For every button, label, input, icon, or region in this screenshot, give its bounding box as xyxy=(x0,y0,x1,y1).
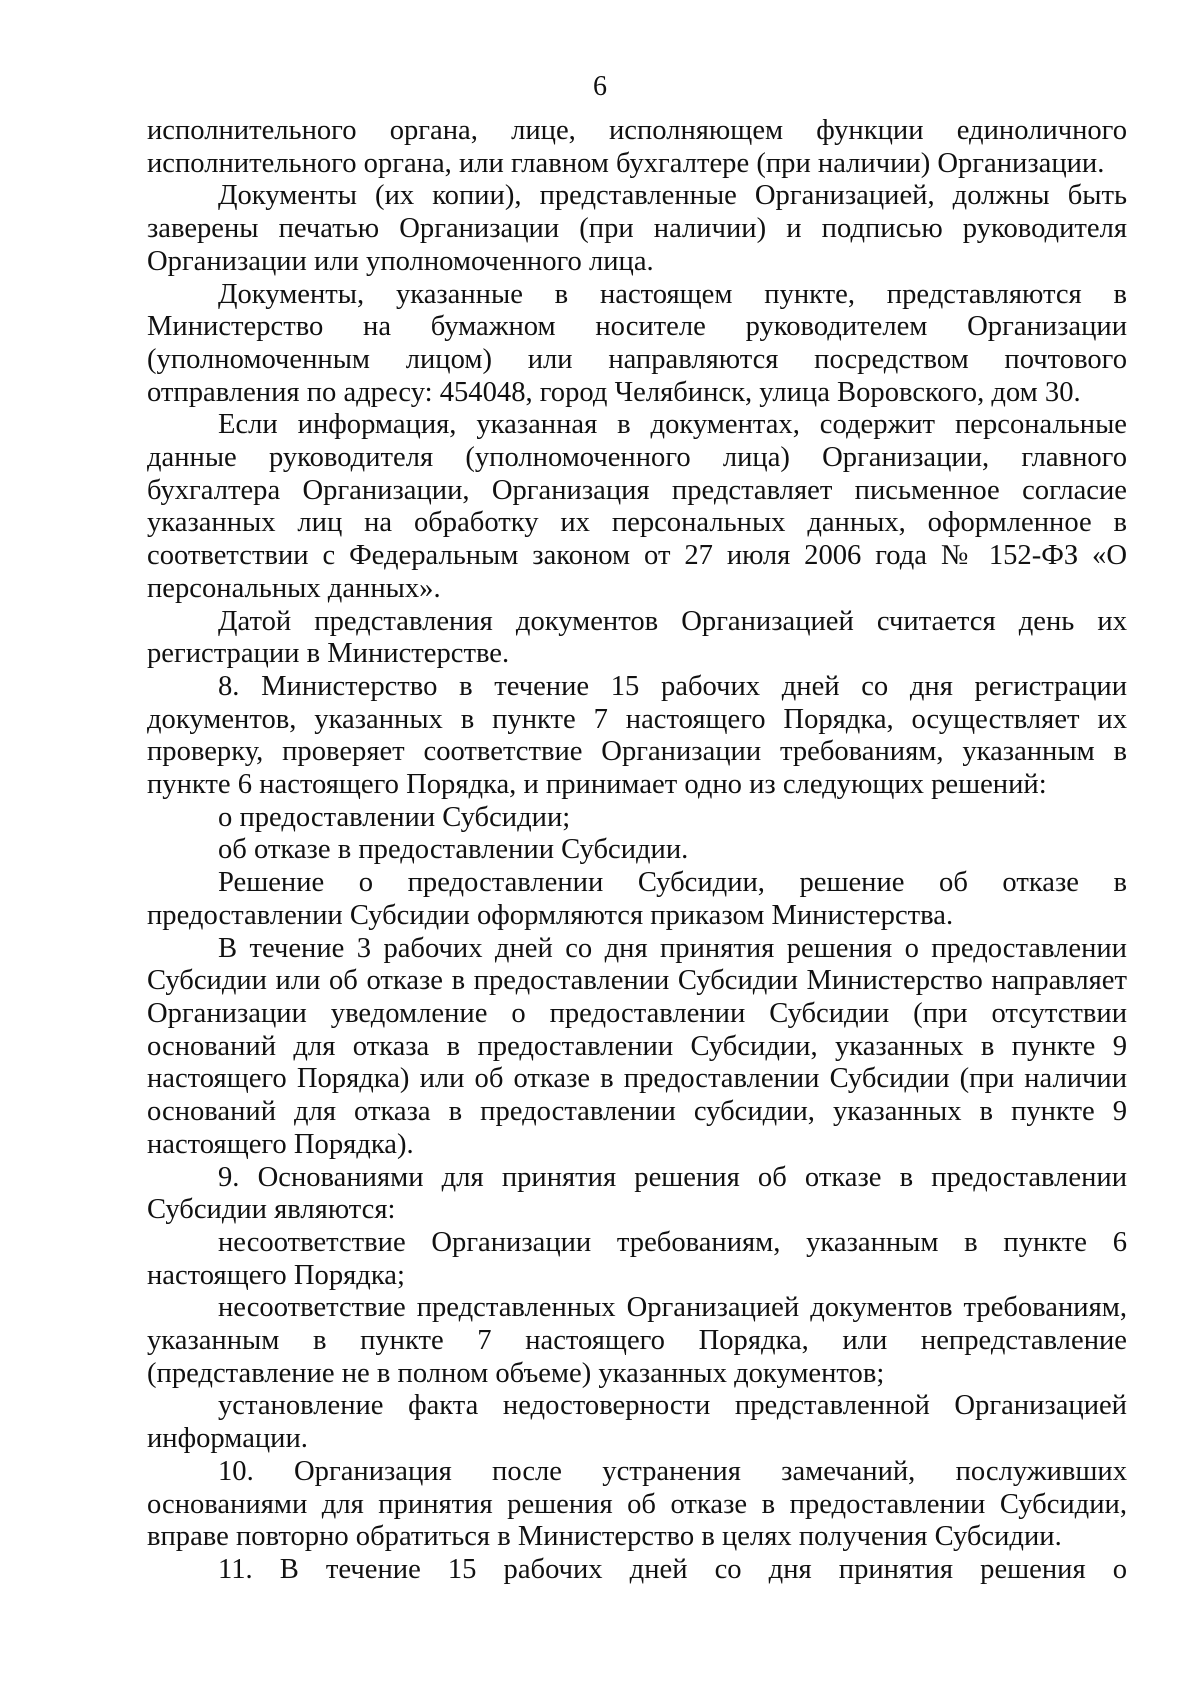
paragraph: Документы, указанные в настоящем пункте, представляются в Министерство на бумажном носителе руководителем Организации (уполномоченным лицом) или направляются посредством почтового отправления по адресу: 454048, город Челябинск, улица Воровского, дом 30. xyxy=(147,278,1127,408)
paragraph: 9. Основаниями для принятия решения об отказе в предоставлении Субсидии являются: xyxy=(147,1161,1127,1226)
paragraph: 10. Организация после устранения замечаний, послуживших основаниями для принятия решения об отказе в предоставлении Субсидии, вправе повторно обратиться в Министерство в целях получения Субсидии. xyxy=(147,1455,1127,1553)
paragraph: о предоставлении Субсидии; xyxy=(218,801,571,833)
paragraph: Документы (их копии), представленные Организацией, должны быть заверены печатью Организации (при наличии) и подписью руководителя Организации или уполномоченного лица. xyxy=(147,180,1127,277)
paragraph: несоответствие Организации требованиям, указанным в пункте 6 настоящего Порядка; xyxy=(147,1226,1127,1291)
paragraph: установление факта недостоверности представленной Организацией информации. xyxy=(147,1390,1127,1455)
paragraph: исполнительного органа, лице, исполняющем функции единоличного исполнительного органа, или главном бухгалтере (при наличии) Организации. xyxy=(147,115,1127,179)
paragraph: Датой представления документов Организацией считается день их регистрации в Министерстве. xyxy=(147,605,1127,670)
paragraph: В течение 3 рабочих дней со дня принятия решения о предоставлении Субсидии или об отказе в предоставлении Субсидии Министерство направляет Организации уведомление о предоставлении Субсидии (при отсутствии оснований для отказа в предоставлении Субсидии, указанных в пункте 9 настоящего Порядка) или об отказе в предоставлении Субсидии (при наличии оснований для отказа в предоставлении субсидии, указанных в пункте 9 настоящего Порядка). xyxy=(147,932,1127,1160)
paragraph: 11. В течение 15 рабочих дней со дня принятия решения о xyxy=(218,1553,1127,1585)
paragraph: Решение о предоставлении Субсидии, решение об отказе в предоставлении Субсидии оформляются приказом Министерства. xyxy=(147,867,1127,931)
paragraph: Если информация, указанная в документах, содержит персональные данные руководителя (уполномоченного лица) Организации, главного бухгалтера Организации, Организация представляет письменное согласие указанных лиц на обработку их персональных данных, оформленное в соответствии с Федеральным законом от 27 июля 2006 года № 152-ФЗ «О персональных данных». xyxy=(147,409,1127,604)
document-body xyxy=(147,115,1127,1587)
paragraph: 8. Министерство в течение 15 рабочих дней со дня регистрации документов, указанных в пункте 7 настоящего Порядка, осуществляет их проверку, проверяет соответствие Организации требованиям, указанным в пункте 6 настоящего Порядка, и принимает одно из следующих решений: xyxy=(147,670,1127,801)
paragraph: об отказе в предоставлении Субсидии. xyxy=(218,834,689,866)
paragraph: несоответствие представленных Организацией документов требованиям, указанным в пункте 7 настоящего Порядка, или непредставление (представление не в полном объеме) указанных документов; xyxy=(147,1292,1127,1389)
page-number: 6 xyxy=(593,71,607,102)
